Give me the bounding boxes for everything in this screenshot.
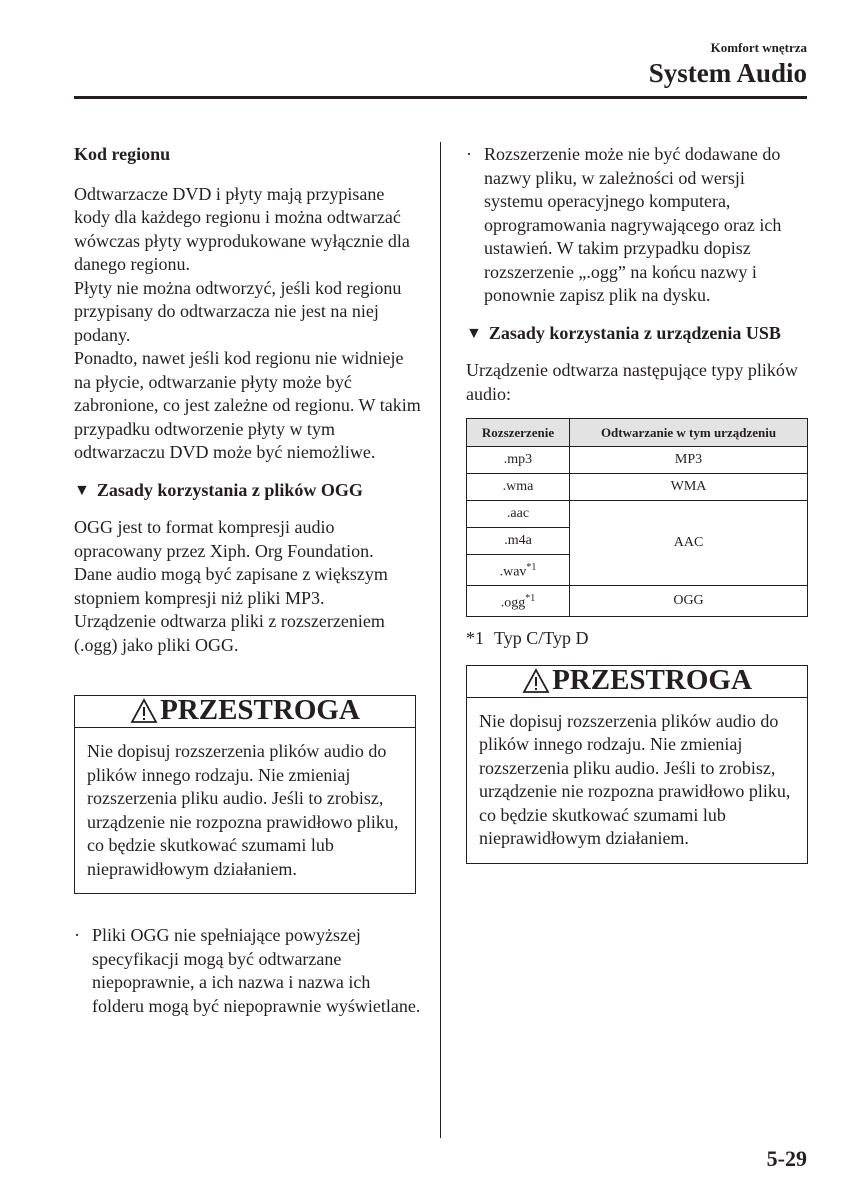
region-paragraph-3: Ponadto, nawet jeśli kod regionu nie widnieje na płycie, odtwarzanie płyty może być zabronione, co jest zależne od regionu. W takim przypadku odtworzenie płyty w tym odtwarzaczu DVD może być niemożliwe. xyxy=(74,348,421,462)
caution-title: PRZESTROGA xyxy=(160,694,360,727)
table-cell: WMA xyxy=(570,474,808,501)
table-cell: OGG xyxy=(570,586,808,617)
caution-header xyxy=(467,666,807,698)
section-label: Komfort wnętrza xyxy=(710,40,807,55)
usb-intro: Urządzenie odtwarza następujące typy plików audio: xyxy=(466,360,798,404)
usb-heading xyxy=(466,322,808,346)
footnote xyxy=(466,627,808,651)
footnote-mark: *1 xyxy=(466,628,484,649)
table-cell: .m4a xyxy=(467,528,570,555)
caution-header xyxy=(75,696,415,728)
region-title: Kod regionu xyxy=(74,144,171,164)
column-divider xyxy=(440,142,441,1138)
ogg-paragraph-2: Dane audio mogą być zapisane z większym stopniem kompresji niż pliki MP3. xyxy=(74,564,388,608)
footnote-ref: *1 xyxy=(526,562,537,573)
table-header-row xyxy=(467,419,808,447)
bullet-dot: · xyxy=(74,925,80,945)
ogg-paragraph-1: OGG jest to format kompresji audio opracowany przez Xiph. Org Foundation. xyxy=(74,517,374,561)
footnote-ref: *1 xyxy=(525,593,536,605)
page-number: 5-29 xyxy=(766,1146,807,1171)
table-cell: MP3 xyxy=(570,447,808,474)
left-column xyxy=(74,143,424,1018)
table-row xyxy=(467,501,808,528)
table-header: Odtwarzanie w tym urządzeniu xyxy=(570,419,808,447)
caution-box-left xyxy=(74,695,416,894)
file-type-table xyxy=(466,418,808,617)
caution-text: Nie dopisuj rozszerzenia plików audio do plików innego rodzaju. Nie zmieniaj rozszerzenia pliku audio. Jeśli to zrobisz, urządzenie nie rozpozna prawidłowo pliku, co będzie skutkować szumami lub nieprawidłowym działaniem. xyxy=(479,710,791,849)
table-cell: .mp3 xyxy=(467,447,570,474)
region-paragraph-1: Odtwarzacze DVD i płyty mają przypisane kody dla każdego regionu i można odtwarzać wówczas płyty wyprodukowane wyłącznie dla danego regionu. xyxy=(74,183,410,274)
table-cell xyxy=(467,586,570,617)
ogg-note-bullet xyxy=(74,924,424,1018)
caution-title: PRZESTROGA xyxy=(552,664,752,697)
table-cell: AAC xyxy=(570,501,808,586)
table-cell xyxy=(467,555,570,586)
table-header: Rozszerzenie xyxy=(467,419,570,447)
table-row xyxy=(467,447,808,474)
extension-note-bullet xyxy=(466,143,808,308)
bullet-text: Rozszerzenie może nie być dodawane do nazwy pliku, w zależności od wersji systemu operacyjnego komputera, oprogramowania nagrywającego oraz ich ustawień. W takim przypadku dopisz rozszerzenie „.ogg” na końcu nazwy i ponownie zapisz plik na dysku. xyxy=(484,144,782,305)
right-column xyxy=(466,143,808,864)
triangle-down-icon: ▼ xyxy=(74,481,90,499)
usb-heading-text: Zasady korzystania z urządzenia USB xyxy=(488,322,781,343)
warning-icon xyxy=(130,698,158,724)
region-paragraph-2: Płyty nie można odtworzyć, jeśli kod regionu przypisany do odtwarzacza nie jest na niej podany. xyxy=(74,277,402,345)
bullet-dot: · xyxy=(466,144,472,164)
triangle-down-icon: ▼ xyxy=(466,324,482,342)
table-cell: .aac xyxy=(467,501,570,528)
caution-box-right xyxy=(466,665,808,864)
table-row xyxy=(467,586,808,617)
ogg-paragraph-3: Urządzenie odtwarza pliki z rozszerzeniem (.ogg) jako pliki OGG. xyxy=(74,611,385,655)
caution-text: Nie dopisuj rozszerzenia plików audio do plików innego rodzaju. Nie zmieniaj rozszerzenia pliku audio. Jeśli to zrobisz, urządzenie nie rozpozna prawidłowo pliku, co będzie skutkować szumami lub nieprawidłowym działaniem. xyxy=(87,741,399,879)
header-rule xyxy=(74,96,807,99)
ogg-heading xyxy=(74,479,424,503)
table-cell: .wma xyxy=(467,474,570,501)
page-title: System Audio xyxy=(648,58,807,88)
bullet-text: Pliki OGG nie spełniające powyższej specyfikacji mogą być odtwarzane niepoprawnie, a ich nazwa i nazwa ich folderu mogą być niepoprawnie wyświetlane. xyxy=(92,925,421,1016)
table-row xyxy=(467,474,808,501)
warning-icon xyxy=(522,668,550,694)
table-cell-text: .ogg xyxy=(500,595,526,611)
footnote-text: Typ C/Typ D xyxy=(494,628,589,649)
table-cell-text: .wav xyxy=(499,564,527,580)
ogg-heading-text: Zasady korzystania z plików OGG xyxy=(96,479,363,500)
